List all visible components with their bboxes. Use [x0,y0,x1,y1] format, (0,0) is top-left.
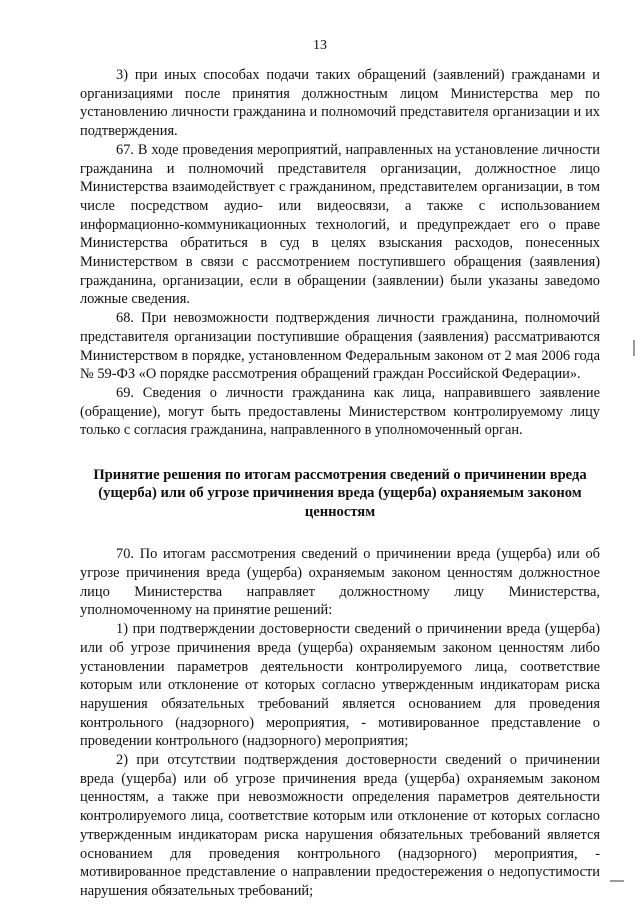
section-heading: Принятие решения по итогам рассмотрения сведений о причинении вреда (ущерба) или об угрозе причинения вреда (ущерба) охраняемым законом ценностям [93,467,587,520]
paragraph-70: 70. По итогам рассмотрения сведений о причинении вреда (ущерба) или об угрозе причинения вреда (ущерба) охраняемым законом ценностям должностное лицо Министерства направляет должностному лицу Министерства, уполномоченному на принятие решений: [80,546,600,619]
paragraph-69: 69. Сведения о личности гражданина как лица, направившего заявление (обращение), могут быть предоставлены Министерством контролируемому лицу только с согласия гражданина, направленного в уполномоченный орган. [80,384,600,439]
scan-edge-mark [633,340,635,356]
paragraph-68: 68. При невозможности подтверждения личности гражданина, полномочий представителя организации поступившие обращения (заявления) рассматриваются Министерством в порядке, установленном Федеральным законом от 2 мая 2006 года № 59-ФЗ «О порядке рассмотрения обращений граждан Российской Федерации». [80,310,600,383]
document-body [80,66,600,901]
scan-edge-mark [610,880,624,882]
page-number: 13 [313,38,327,53]
paragraph-70-item-2: 2) при отсутствии подтверждения достоверности сведений о причинении вреда (ущерба) или об угрозе причинения вреда (ущерба) охраняемым законом ценностям, а также при невозможности определения параметров деятельности контролируемого лица, соответствие которым или отклонение от которых согласно утвержденным индикаторам риска нарушения обязательных требований является основанием для проведения контрольного (надзорного) мероприятия, - мотивированное представление о направлении предостережения о недопустимости нарушения обязательных требований; [80,752,600,899]
paragraph-item-3: 3) при иных способах подачи таких обращений (заявлений) гражданами и организациями после принятия должностным лицом Министерства мер по установлению личности гражданина и полномочий представителя организации и их подтверждения. [80,67,600,140]
paragraph-70-item-1: 1) при подтверждении достоверности сведений о причинении вреда (ущерба) или об угрозе причинения вреда (ущерба) охраняемым законом ценностям либо установлении параметров деятельности контролируемого лица, соответствие которым или отклонение от которых согласно утвержденным индикаторам риска нарушения обязательных требований является основанием для проведения контрольного (надзорного) мероприятия, - мотивированное представление о проведении контрольного (надзорного) мероприятия; [80,621,600,750]
paragraph-67: 67. В ходе проведения мероприятий, направленных на установление личности гражданина и полномочий представителя организации, должностное лицо Министерства взаимодействует с гражданином, представителем организации, в том числе посредством аудио- или видеосвязи, а также с использованием информационно-коммуникационных технологий, и предупреждает его о праве Министерства обратиться в суд в целях взыскания расходов, понесенных Министерством в связи с рассмотрением поступившего обращения (заявления) гражданина, организации, если в обращении (заявлении) были указаны заведомо ложные сведения. [80,141,600,308]
